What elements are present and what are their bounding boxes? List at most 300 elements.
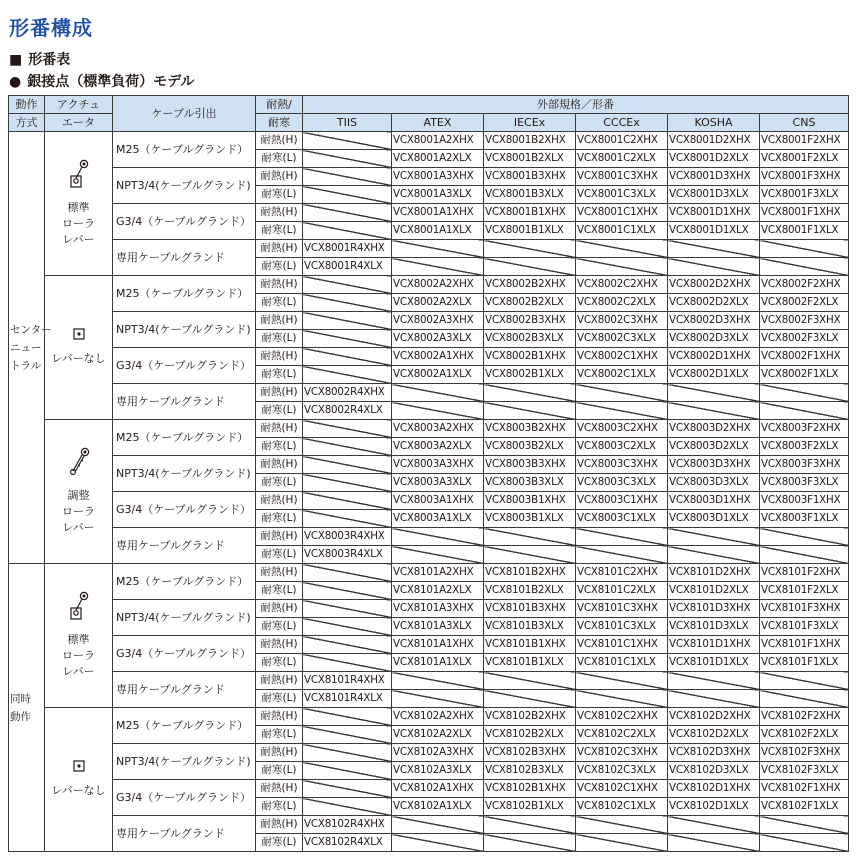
not-available-cell [760,384,849,402]
table-row [9,816,849,834]
table-row [9,312,849,330]
not-available-cell [303,168,392,186]
table-row [9,708,849,726]
model-number-cell: VCX8003A2XLX [392,438,484,456]
model-number-cell: VCX8102F3XHX [760,744,849,762]
not-available-cell [392,402,484,420]
header-actuator: アクチュ [45,96,113,114]
not-available-cell [760,402,849,420]
table-row [9,744,849,762]
model-number-cell: VCX8001F1XHX [760,204,849,222]
not-available-cell [576,834,668,852]
model-number-cell: VCX8002C3XLX [576,330,668,348]
text-line: ローラ [62,649,95,662]
adjustable-roller-lever-icon [45,447,112,482]
not-available-cell [303,600,392,618]
not-available-cell [303,150,392,168]
model-number-cell: VCX8003D2XLX [668,438,760,456]
not-available-cell [303,510,392,528]
not-available-cell [484,384,576,402]
model-number-cell: VCX8001R4XHX [303,240,392,258]
table-row [9,240,849,258]
table-body [9,96,849,852]
table-row [9,564,849,582]
not-available-cell [303,366,392,384]
text-line: センター [10,323,52,336]
model-number-cell: VCX8002B1XLX [484,366,576,384]
resistance-cell: 耐熱(H) [256,816,303,834]
model-number-cell: VCX8001B2XLX [484,150,576,168]
actuator-cell [45,276,113,420]
not-available-cell [668,528,760,546]
not-available-cell [484,546,576,564]
model-number-cell: VCX8101A2XLX [392,582,484,600]
model-number-cell: VCX8102A2XHX [392,708,484,726]
table-row [9,348,849,366]
not-available-cell [303,582,392,600]
model-number-cell: VCX8002B2XHX [484,276,576,294]
model-number-table [8,95,849,852]
resistance-cell: 耐熱(H) [256,564,303,582]
model-number-cell: VCX8003B2XHX [484,420,576,438]
header-actuator-2: エータ [45,114,113,132]
model-number-cell: VCX8002A2XLX [392,294,484,312]
not-available-cell [760,690,849,708]
standard-roller-lever-icon [45,159,112,194]
model-number-cell: VCX8003R4XHX [303,528,392,546]
model-number-cell: VCX8101A1XLX [392,654,484,672]
text-line: 標準 [67,201,90,214]
not-available-cell [303,654,392,672]
not-available-cell [303,330,392,348]
resistance-cell: 耐熱(H) [256,204,303,222]
model-number-cell: VCX8101C1XLX [576,654,668,672]
model-number-cell: VCX8101F1XLX [760,654,849,672]
model-number-cell: VCX8101B2XLX [484,582,576,600]
model-number-cell: VCX8003B3XLX [484,474,576,492]
model-number-cell: VCX8002D2XHX [668,276,760,294]
header-cable: ケーブル引出 [113,96,256,132]
not-available-cell [760,240,849,258]
resistance-cell: 耐熱(H) [256,384,303,402]
not-available-cell [484,690,576,708]
resistance-cell: 耐寒(L) [256,618,303,636]
model-number-cell: VCX8003F3XHX [760,456,849,474]
model-number-cell: VCX8002A1XHX [392,348,484,366]
model-number-cell: VCX8001F2XLX [760,150,849,168]
model-number-cell: VCX8003C3XLX [576,474,668,492]
model-number-cell: VCX8102C2XLX [576,726,668,744]
resistance-cell: 耐寒(L) [256,762,303,780]
not-available-cell [668,690,760,708]
model-number-cell: VCX8003F3XLX [760,474,849,492]
model-number-cell: VCX8003R4XLX [303,546,392,564]
resistance-cell: 耐熱(H) [256,312,303,330]
not-available-cell [303,708,392,726]
model-number-cell: VCX8003C1XHX [576,492,668,510]
text-line: レバー [62,233,95,246]
model-number-cell: VCX8003D2XHX [668,420,760,438]
resistance-cell: 耐寒(L) [256,150,303,168]
model-number-cell: VCX8101F3XLX [760,618,849,636]
not-available-cell [576,528,668,546]
not-available-cell [484,816,576,834]
model-number-cell: VCX8001D2XLX [668,150,760,168]
model-number-cell: VCX8003D1XHX [668,492,760,510]
model-number-cell: VCX8003C2XLX [576,438,668,456]
square-bullet-icon: ■ [9,52,23,68]
header-external-standard: 外部規格／形番 [303,96,849,114]
resistance-cell: 耐熱(H) [256,528,303,546]
cable-entry-cell: NPT3/4(ケーブルグランド) [113,312,256,348]
not-available-cell [303,744,392,762]
model-number-cell: VCX8101A1XHX [392,636,484,654]
resistance-cell: 耐熱(H) [256,600,303,618]
text-line: ローラ [62,505,95,518]
cable-entry-cell: G3/4（ケーブルグランド） [113,636,256,672]
model-number-cell: VCX8002D3XHX [668,312,760,330]
model-number-cell: VCX8102C1XHX [576,780,668,798]
header-row [9,96,849,114]
not-available-cell [392,816,484,834]
model-number-cell: VCX8003C2XHX [576,420,668,438]
cable-entry-cell: M25（ケーブルグランド） [113,708,256,744]
model-number-cell: VCX8003B1XLX [484,510,576,528]
model-number-cell: VCX8001D1XHX [668,204,760,222]
header-system-2: 方式 [9,114,45,132]
model-number-cell: VCX8102D3XHX [668,744,760,762]
not-available-cell [576,402,668,420]
model-number-cell: VCX8101C1XHX [576,636,668,654]
resistance-cell: 耐寒(L) [256,798,303,816]
resistance-cell: 耐熱(H) [256,276,303,294]
model-number-cell: VCX8001B2XHX [484,132,576,150]
model-number-cell: VCX8102B2XHX [484,708,576,726]
header-cns: CNS [760,114,849,132]
not-available-cell [668,384,760,402]
model-number-cell: VCX8002C2XLX [576,294,668,312]
cable-entry-cell: M25（ケーブルグランド） [113,276,256,312]
model-number-cell: VCX8102C2XHX [576,708,668,726]
not-available-cell [668,672,760,690]
standard-roller-lever-icon [45,591,112,626]
not-available-cell [484,528,576,546]
model-number-cell: VCX8101F3XHX [760,600,849,618]
model-number-cell: VCX8003C1XLX [576,510,668,528]
table-row [9,456,849,474]
model-number-cell: VCX8102A3XHX [392,744,484,762]
cable-entry-cell: NPT3/4(ケーブルグランド) [113,456,256,492]
text-line: ローラ [62,217,95,230]
model-number-cell: VCX8003A1XLX [392,510,484,528]
cable-entry-cell: NPT3/4(ケーブルグランド) [113,600,256,636]
model-number-cell: VCX8003B1XHX [484,492,576,510]
model-number-cell: VCX8101R4XLX [303,690,392,708]
model-number-cell: VCX8003C3XHX [576,456,668,474]
model-number-cell: VCX8102B2XLX [484,726,576,744]
resistance-cell: 耐寒(L) [256,186,303,204]
model-number-cell: VCX8001B1XLX [484,222,576,240]
not-available-cell [303,312,392,330]
table-row [9,132,849,150]
not-available-cell [392,672,484,690]
resistance-cell: 耐寒(L) [256,222,303,240]
not-available-cell [668,816,760,834]
model-number-cell: VCX8102R4XHX [303,816,392,834]
model-number-cell: VCX8003F1XLX [760,510,849,528]
not-available-cell [303,204,392,222]
model-number-cell: VCX8001D2XHX [668,132,760,150]
model-number-cell: VCX8001A3XHX [392,168,484,186]
resistance-cell: 耐熱(H) [256,240,303,258]
table-row [9,276,849,294]
not-available-cell [392,528,484,546]
model-number-cell: VCX8001C3XHX [576,168,668,186]
circle-bullet-icon: ● [9,74,22,90]
model-number-cell: VCX8102D1XHX [668,780,760,798]
not-available-cell [576,240,668,258]
model-number-cell: VCX8102F1XHX [760,780,849,798]
page-title: 形番構成 [9,16,93,40]
model-number-cell: VCX8003A3XLX [392,474,484,492]
table-row [9,636,849,654]
table-row [9,384,849,402]
model-number-cell: VCX8002A3XLX [392,330,484,348]
model-number-cell: VCX8102A1XHX [392,780,484,798]
resistance-cell: 耐熱(H) [256,744,303,762]
not-available-cell [303,420,392,438]
model-number-cell: VCX8101D1XHX [668,636,760,654]
model-number-cell: VCX8102F1XLX [760,798,849,816]
model-number-cell: VCX8101B3XHX [484,600,576,618]
not-available-cell [303,726,392,744]
model-number-cell: VCX8002B3XHX [484,312,576,330]
cable-entry-cell: 専用ケーブルグランド [113,672,256,708]
model-number-cell: VCX8001F2XHX [760,132,849,150]
model-number-cell: VCX8101D3XLX [668,618,760,636]
model-number-cell: VCX8002A1XLX [392,366,484,384]
model-number-cell: VCX8002F3XHX [760,312,849,330]
header-system: 動作 [9,96,45,114]
not-available-cell [484,672,576,690]
model-number-cell: VCX8101D2XHX [668,564,760,582]
resistance-cell: 耐寒(L) [256,294,303,312]
model-number-cell: VCX8002F2XHX [760,276,849,294]
resistance-cell: 耐寒(L) [256,510,303,528]
text-line: トラル [10,359,42,372]
not-available-cell [576,690,668,708]
header-iecex: IECEx [484,114,576,132]
actuator-cell [45,708,113,852]
model-number-cell: VCX8002R4XHX [303,384,392,402]
not-available-cell [760,816,849,834]
table-row [9,528,849,546]
not-available-cell [576,672,668,690]
cable-entry-cell: M25（ケーブルグランド） [113,420,256,456]
model-number-cell: VCX8102C1XLX [576,798,668,816]
model-number-cell: VCX8101F2XHX [760,564,849,582]
resistance-cell: 耐寒(L) [256,690,303,708]
model-number-cell: VCX8001D1XLX [668,222,760,240]
model-number-cell: VCX8102D2XHX [668,708,760,726]
not-available-cell [392,384,484,402]
not-available-cell [576,384,668,402]
resistance-cell: 耐熱(H) [256,492,303,510]
section-heading [9,50,70,70]
not-available-cell [392,258,484,276]
operation-type-cell [9,132,52,564]
not-available-cell [303,474,392,492]
model-number-cell: VCX8001A1XLX [392,222,484,240]
model-number-cell: VCX8101D2XLX [668,582,760,600]
resistance-cell: 耐熱(H) [256,636,303,654]
text-line: 調整 [67,489,90,502]
model-number-cell: VCX8001B1XHX [484,204,576,222]
model-number-cell: VCX8002F1XLX [760,366,849,384]
model-number-cell: VCX8003F1XHX [760,492,849,510]
model-number-cell: VCX8001D3XHX [668,168,760,186]
model-number-cell: VCX8001C2XLX [576,150,668,168]
cable-entry-cell: NPT3/4(ケーブルグランド) [113,168,256,204]
resistance-cell: 耐熱(H) [256,132,303,150]
table-row [9,420,849,438]
model-number-cell: VCX8002C2XHX [576,276,668,294]
model-number-cell: VCX8102B3XLX [484,762,576,780]
model-number-cell: VCX8101C2XHX [576,564,668,582]
model-number-cell: VCX8001F3XLX [760,186,849,204]
model-number-cell: VCX8003D3XLX [668,474,760,492]
model-number-cell: VCX8003D3XHX [668,456,760,474]
cable-entry-cell: G3/4（ケーブルグランド） [113,348,256,384]
model-number-cell: VCX8101R4XHX [303,672,392,690]
text-line: レバーなし [51,352,106,365]
model-number-cell: VCX8002F3XLX [760,330,849,348]
model-number-cell: VCX8102A2XLX [392,726,484,744]
text-line: 動作 [10,710,31,723]
model-number-cell: VCX8001A2XHX [392,132,484,150]
model-number-cell: VCX8003A1XHX [392,492,484,510]
model-number-cell: VCX8002F2XLX [760,294,849,312]
model-number-cell: VCX8102B3XHX [484,744,576,762]
model-number-cell: VCX8002B2XLX [484,294,576,312]
model-number-cell: VCX8101B2XHX [484,564,576,582]
resistance-cell: 耐寒(L) [256,474,303,492]
model-number-cell: VCX8001F1XLX [760,222,849,240]
model-number-cell: VCX8002B1XHX [484,348,576,366]
header-kosha: KOSHA [668,114,760,132]
not-available-cell [760,528,849,546]
actuator-cell [45,132,113,276]
resistance-cell: 耐寒(L) [256,402,303,420]
cable-entry-cell: 専用ケーブルグランド [113,384,256,420]
cable-entry-cell: NPT3/4(ケーブルグランド) [113,744,256,780]
model-number-cell: VCX8102C3XHX [576,744,668,762]
model-number-cell: VCX8101D1XLX [668,654,760,672]
resistance-cell: 耐熱(H) [256,168,303,186]
not-available-cell [303,780,392,798]
model-number-cell: VCX8002D1XLX [668,366,760,384]
model-number-cell: VCX8101A3XHX [392,600,484,618]
model-number-cell: VCX8102B1XLX [484,798,576,816]
not-available-cell [760,258,849,276]
not-available-cell [484,834,576,852]
model-number-cell: VCX8002D1XHX [668,348,760,366]
model-number-cell: VCX8102R4XLX [303,834,392,852]
model-number-cell: VCX8002D3XLX [668,330,760,348]
model-number-cell: VCX8001D3XLX [668,186,760,204]
model-number-cell: VCX8101B3XLX [484,618,576,636]
not-available-cell [760,834,849,852]
cable-entry-cell: 専用ケーブルグランド [113,528,256,564]
not-available-cell [303,798,392,816]
resistance-cell: 耐熱(H) [256,672,303,690]
not-available-cell [303,438,392,456]
not-available-cell [484,258,576,276]
model-number-cell: VCX8001A3XLX [392,186,484,204]
model-number-cell: VCX8102F2XLX [760,726,849,744]
model-number-cell: VCX8101D3XHX [668,600,760,618]
model-number-cell: VCX8002R4XLX [303,402,392,420]
not-available-cell [303,618,392,636]
not-available-cell [392,240,484,258]
model-number-cell: VCX8001C2XHX [576,132,668,150]
table-row [9,672,849,690]
model-number-cell: VCX8102F3XLX [760,762,849,780]
not-available-cell [668,402,760,420]
not-available-cell [303,456,392,474]
not-available-cell [303,186,392,204]
model-number-cell: VCX8003A2XHX [392,420,484,438]
not-available-cell [668,258,760,276]
model-number-cell: VCX8001C1XLX [576,222,668,240]
subsection-heading-label: 銀接点（標準負荷）モデル [27,74,195,90]
model-number-cell: VCX8101A2XHX [392,564,484,582]
model-number-cell: VCX8001R4XLX [303,258,392,276]
not-available-cell [303,132,392,150]
resistance-cell: 耐熱(H) [256,456,303,474]
not-available-cell [303,636,392,654]
not-available-cell [303,276,392,294]
text-line: レバーなし [51,784,106,797]
resistance-cell: 耐寒(L) [256,438,303,456]
header-tiis: TIIS [303,114,392,132]
resistance-cell: 耐熱(H) [256,708,303,726]
text-line: 同時 [10,692,31,705]
not-available-cell [576,816,668,834]
model-number-cell: VCX8002F1XHX [760,348,849,366]
cable-entry-cell: G3/4（ケーブルグランド） [113,780,256,816]
model-number-cell: VCX8001C1XHX [576,204,668,222]
not-available-cell [303,294,392,312]
resistance-cell: 耐寒(L) [256,834,303,852]
not-available-cell [303,762,392,780]
model-number-cell: VCX8101C3XLX [576,618,668,636]
text-line: レバー [62,521,95,534]
not-available-cell [760,546,849,564]
table-row [9,204,849,222]
model-number-cell: VCX8002C1XLX [576,366,668,384]
table-row [9,780,849,798]
model-number-cell: VCX8003B3XHX [484,456,576,474]
not-available-cell [392,690,484,708]
resistance-cell: 耐熱(H) [256,780,303,798]
model-number-cell: VCX8102F2XHX [760,708,849,726]
model-number-cell: VCX8003B2XLX [484,438,576,456]
resistance-cell: 耐寒(L) [256,330,303,348]
resistance-cell: 耐寒(L) [256,654,303,672]
operation-type-cell [9,564,45,852]
model-number-cell: VCX8102C3XLX [576,762,668,780]
